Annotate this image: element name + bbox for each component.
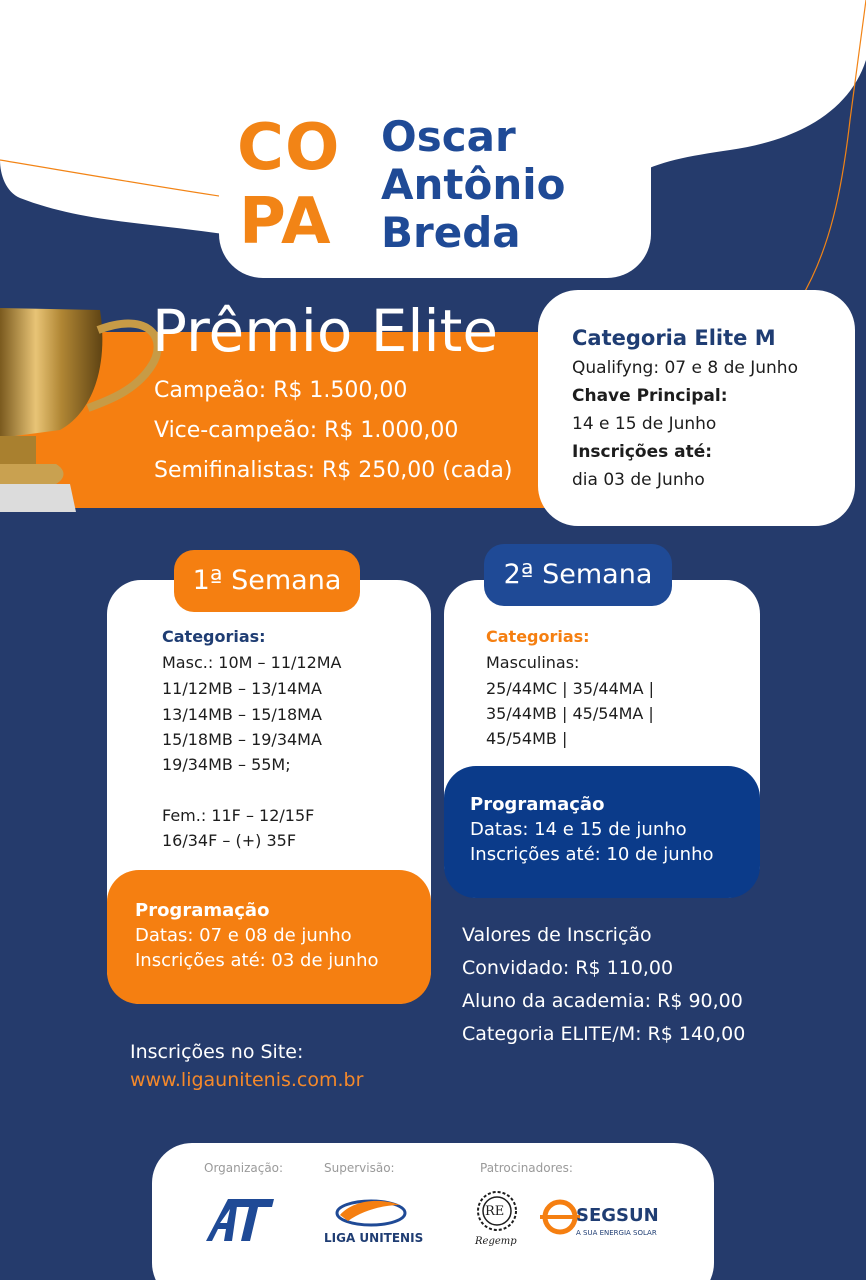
week1-inscricoes: Inscrições até: 03 de junho bbox=[135, 950, 379, 971]
week2-inscricoes: Inscrições até: 10 de junho bbox=[470, 844, 714, 865]
week1-line-7: 16/34F – (+) 35F bbox=[162, 831, 297, 850]
week2-line-1: Masculinas: bbox=[486, 653, 580, 672]
regemp-name: Regemp bbox=[475, 1236, 517, 1247]
week1-tab: 1ª Semana bbox=[174, 550, 360, 612]
logo-name-line3: Breda bbox=[381, 208, 521, 257]
week2-line-4: 45/54MB | bbox=[486, 729, 568, 748]
week2-tab: 2ª Semana bbox=[484, 544, 672, 606]
week1-categories-label: Categorias: bbox=[162, 627, 266, 646]
valor-aluno: Aluno da academia: R$ 90,00 bbox=[462, 990, 743, 1012]
elite-inscricoes-date: dia 03 de Junho bbox=[572, 470, 705, 490]
prize-semifinalists: Semifinalistas: R$ 250,00 (cada) bbox=[154, 458, 513, 483]
week1-line-5: 19/34MB – 55M; bbox=[162, 755, 291, 774]
liga-unitenis-logo-icon bbox=[334, 1191, 408, 1227]
supervisao-label: Supervisão: bbox=[324, 1161, 395, 1175]
week2-datas: Datas: 14 e 15 de junho bbox=[470, 819, 687, 840]
valor-convidado: Convidado: R$ 110,00 bbox=[462, 957, 674, 979]
prize-champion: Campeão: R$ 1.500,00 bbox=[154, 378, 408, 403]
at-logo-icon bbox=[204, 1195, 276, 1243]
elite-chave-label: Chave Principal: bbox=[572, 386, 728, 406]
liga-unitenis-name: LIGA UNITENIS bbox=[324, 1231, 424, 1245]
week2-line-2: 25/44MC | 35/44MA | bbox=[486, 679, 654, 698]
week2-programacao-label: Programação bbox=[470, 794, 605, 815]
valor-elite: Categoria ELITE/M: R$ 140,00 bbox=[462, 1023, 746, 1045]
valores-heading: Valores de Inscrição bbox=[462, 924, 652, 946]
logo-name-line2: Antônio bbox=[381, 160, 566, 209]
site-label: Inscrições no Site: bbox=[130, 1041, 304, 1063]
elite-inscricoes-label: Inscrições até: bbox=[572, 442, 713, 462]
copa-logo bbox=[225, 102, 645, 272]
prize-runner-up: Vice-campeão: R$ 1.000,00 bbox=[154, 418, 459, 443]
elite-chave-dates: 14 e 15 de Junho bbox=[572, 414, 717, 434]
week1-datas: Datas: 07 e 08 de junho bbox=[135, 925, 352, 946]
week2-categories-label: Categorias: bbox=[486, 627, 590, 646]
patrocinadores-label: Patrocinadores: bbox=[480, 1161, 573, 1175]
trophy-icon bbox=[0, 300, 170, 520]
regemp-mark: RE bbox=[485, 1204, 505, 1219]
segsun-tagline: A SUA ENERGIA SOLAR bbox=[576, 1229, 657, 1237]
week2-programacao-box bbox=[444, 766, 760, 898]
week1-line-4: 15/18MB – 19/34MA bbox=[162, 730, 322, 749]
logo-pa: PA bbox=[239, 185, 332, 259]
segsun-name: SEGSUN bbox=[576, 1205, 659, 1226]
week2-line-3: 35/44MB | 45/54MA | bbox=[486, 704, 654, 723]
week1-line-1: Masc.: 10M – 11/12MA bbox=[162, 653, 342, 672]
week1-line-6: Fem.: 11F – 12/15F bbox=[162, 806, 315, 825]
logo-name-line1: Oscar bbox=[381, 112, 516, 161]
segsun-logo-icon bbox=[540, 1197, 580, 1237]
logo-co: CO bbox=[237, 111, 341, 185]
elite-card-title: Categoria Elite M bbox=[572, 326, 776, 350]
elite-qualifying: Qualifyng: 07 e 8 de Junho bbox=[572, 358, 798, 378]
organizacao-label: Organização: bbox=[204, 1161, 284, 1175]
week1-programacao-box bbox=[107, 870, 431, 1004]
elite-category-card bbox=[538, 290, 855, 526]
premio-title: Prêmio Elite bbox=[152, 297, 499, 365]
sponsors-footer bbox=[152, 1143, 714, 1280]
week1-programacao-label: Programação bbox=[135, 900, 270, 921]
week1-line-2: 11/12MB – 13/14MA bbox=[162, 679, 322, 698]
site-url-link[interactable]: www.ligaunitenis.com.br bbox=[130, 1069, 364, 1091]
week1-line-3: 13/14MB – 15/18MA bbox=[162, 705, 322, 724]
